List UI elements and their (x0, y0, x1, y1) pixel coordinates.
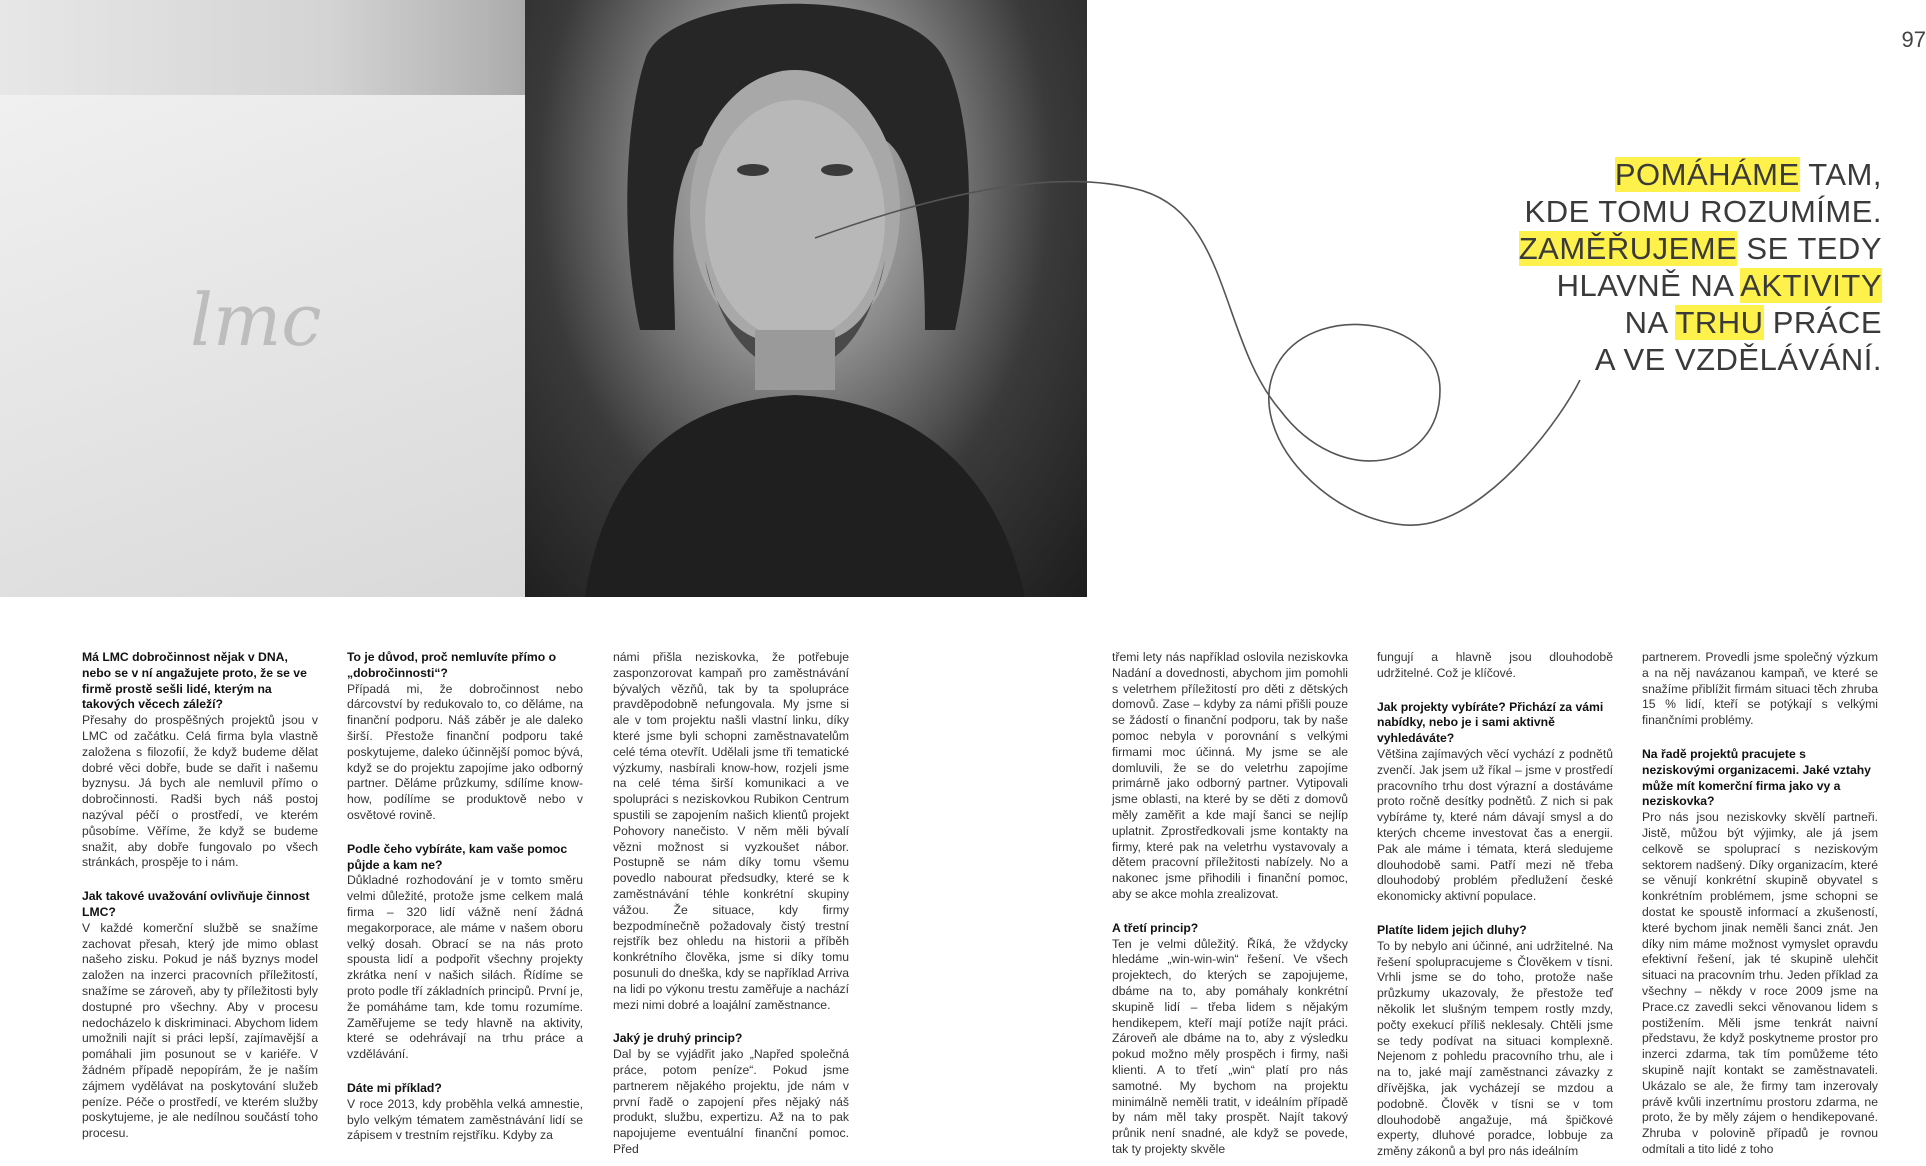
answer: Většina zajímavých věcí vychází z podnětů zvenčí. Jak jsem už říkal – jsme v prostředí pracovního trhu dost výrazní a dostáváme proto ročně desítky podnětů. Z nich si pak vybíráme ty, které nám dávají smysl a do kterých chceme investovat čas a energii. Pak ale máme i témata, která sledujeme dlouhodobě sami. Patří mezi ně třeba dlouhodobý problém předlužení české ekonomicky aktivní populace. (1377, 746, 1613, 904)
question: A třetí princip? (1112, 920, 1199, 935)
answer: Případá mi, že dobročinnost nebo dárcovství by redukovalo to, co děláme, na finanční podporu. Náš záběr je ale daleko širší. Přestože finanční podporu také poskytujeme, daleko účinnější pomoc bývá, když se do projektu zapojíme jako odborný partner. Děláme průzkumy, sdílíme know-how, podílíme se produktově nebo v osvětové rovině. (347, 681, 583, 822)
quote-text-4: HLAVNĚ NA (1556, 268, 1741, 303)
quote-highlight-5: TRHU (1675, 305, 1764, 340)
quote-line-3 (1362, 230, 1882, 267)
quote-line-1 (1362, 156, 1882, 193)
question: Jak projekty vybíráte? Přichází za vámi nabídky, nebo je i sami aktivně vyhledáváte? (1377, 699, 1604, 746)
question: Platíte lidem jejich dluhy? (1377, 922, 1527, 937)
answer: Přesahy do prospěšných projektů jsou v LMC od začátku. Celá firma byla vlastně založena s filozofií, že když budeme dělat dobré věci dobře, bude se dařit i našemu byznysu. Já bych ale nemluvil přímo o dobročinnosti. Radši bych náš postoj nazýval péčí o prostředí, ve kterém působíme. Věříme, že když se budeme snažit, aby dobře fungovalo po všech stránkách, prospěje to i nám. (82, 713, 318, 870)
quote-line-2: KDE TOMU ROZUMÍME. (1524, 194, 1882, 229)
question: Podle čeho vybíráte, kam vaše pomoc půjde a kam ne? (347, 841, 568, 872)
whiteboard (0, 95, 525, 597)
whiteboard-scribble (0, 95, 525, 597)
question: Má LMC dobročinnost nějak v DNA, nebo se v ní angažujete proto, že se ve firmě prostě sešli lidé, kterým na takových věcech záleží? (82, 650, 307, 712)
answer: Pro nás jsou neziskovky skvělí partneři. Jistě, můžou být výjimky, ale já jsem celkově se spoluprací s neziskovým sektorem nadšený. Díky organizacím, které se věnují konkrétní skupině obyvatel s konkrétním problémem, jsme schopni se dostat ke spoustě informací a zkušeností, které bychom jinak neměli šanci znát. Jen díky nim máme možnost vymyslet opravdu efektivní řešení, jak té skupině ulehčit situaci na pracovním trhu. Jeden příklad za všechny – někdy v roce 2009 jsme na Prace.cz zavedli sekci věnovanou lidem s postižením. Měli jsme tenkrát naivní představu, že když poskytneme prostor pro inzerci zdarma, tak tím pomůžeme této skupině najít kontakt se zaměstnavateli. Ukázalo se ale, že firmy tam inzerovaly právě kvůli inzertnímu prostoru zdarma, ne proto, že by měly zájem o hendikepované. Zhruba v polovině případů je rovnou odmítali a tito lidé z toho (1642, 810, 1878, 1156)
text-column-4 (1112, 650, 1348, 1158)
answer: To by nebylo ani účinné, ani udržitelné. Na řešení spolupracujeme s Člověkem v tísni. Vrhli jsme se do toho, protože naše průzkumy ukazovaly, že přestože teď několik let slušným tempem rostly mzdy, počty exekucí příliš neklesaly. Chtěli jsme se tedy podívat na situaci komplexně. Nejenom z pohledu pracovního trhu, ale i na to, jaké mají zaměstnanci závazky z dřívějška, jak vycházejí se mzdou a podobně. Člověk v tísni se v tom dlouhodobě angažuje, má špičkové experty, dluhové poradce, lobbuje za změny zákonů a byl pro nás ideálním (1377, 938, 1613, 1159)
text-column-6 (1642, 650, 1878, 1158)
board-logo-text: lmc (190, 278, 322, 362)
pull-quote (1362, 156, 1882, 378)
question: Jak takové uvažování ovlivňuje činnost LMC? (82, 889, 310, 919)
answer: Dal by se vyjádřit jako „Napřed společná práce, potom peníze“. Pokud jsme partnerem nějakého projektu, jde nám v první řadě o zapojení přes nějaký náš produkt, službu, expertizu. Až na to pak napojujeme eventuální finanční pomoc. Před (613, 1047, 849, 1156)
quote-highlight-3: ZAMĚŘUJEME (1518, 231, 1738, 266)
quote-text-5b: PRÁCE (1763, 305, 1882, 340)
question: To je důvod, proč nemluvíte přímo o „dobročinnosti“? (347, 650, 557, 680)
quote-text-5a: NA (1624, 305, 1676, 340)
answer: partnerem. Provedli jsme společný výzkum a na něj navázanou kampaň, ve které se snažíme přiblížit firmám situaci těch zhruba 15 % lidí, kteří se potýkají s velkými finančními problémy. (1642, 650, 1878, 728)
answer: Důkladné rozhodování je v tomto směru velmi důležité, protože jsme celkem malá firma – 320 lidí vážně není žádná megakorporace, ale máme v našem oboru velký dosah. Obrací se na nás proto spousta lidí a podpořit všechny projekty zkrátka není v našich silách. Řídíme se proto podle tří základních principů. První je, že pomáháme tam, kde tomu rozumíme. Zaměřujeme se tedy hlavně na aktivity, které se odehrávají na trhu práce a vzdělávání. (347, 873, 583, 1062)
text-column-1 (82, 650, 318, 1142)
quote-line-4 (1362, 267, 1882, 304)
text-column-2 (347, 650, 583, 1144)
quote-highlight-4: AKTIVITY (1740, 268, 1882, 303)
text-column-3 (613, 650, 849, 1158)
answer: Ten je velmi důležitý. Říká, že vždycky hledáme „win-win-win“ řešení. Ve všech projektech, do kterých se zapojujeme, dbáme na to, aby pomáhaly konkrétní skupině lidí – třeba lidem s nějakým hendikepem, kteří mají potíže najít práci. Zároveň ale dbáme na to, aby z výsledku pokud možno měly prospěch i firmy, naši klienti. A to třetí „win“ platí pro nás samotné. My bychom na projektu minimálně neměli tratit, v ideálním případě by nám měl taky prospět. Najít takový průnik není snadné, ale když se povede, tak ty projekty skvěle (1112, 936, 1348, 1156)
question: Jaký je druhý princip? (613, 1031, 743, 1046)
text-column-5 (1377, 650, 1613, 1160)
answer: námi přišla neziskovka, že potřebuje zasponzorovat kampaň pro zaměstnávání bývalých vězňů, tak by ta spolupráce pravděpodobně nefungovala. My jsme si ale v tom projektu našli vlastní linku, díky které jsme byli schopni zaměstnavatelům celé téma otevřít. Udělali jsme tři tematické výzkumy, nasbírali know-how, rozjeli jsme na celé téma širší komunikaci a ve spolupráci s neziskovkou Rubikon Centrum spustili se zapojením našich klientů projekt Pohovory nanečisto. V něm měli bývalí vězni možnost si vyzkoušet nábor. Postupně se nám díky tomu všemu povedlo nabourat předsudky, které se k zaměstnávání téhle konkrétní skupiny vážou. Že situace, kdy firmy bezpodmínečně požadovaly čistý trestní rejstřík bez ohledu na historii a příběh konkrétního člověka, jsme si díky tomu posunuli do dneška, kdy se například Arriva na lidi po výkonu trestu zaměřuje a nachází mezi nimi dobré a loajální zaměstnance. (613, 650, 849, 1012)
page-number-right: 97 (1901, 27, 1926, 52)
answer: V každé komerční službě se snažíme zachovat přesah, který jde mimo oblast našeho zisku. Pokud je náš byznys model založen na inzerci pracovních příležitostí, snažíme se zároveň, aby ty příležitosti byly dostupné pro všechny. Aby v procesu nedocházelo k diskriminaci. Abychom lidem umožnili najít si práci lepší, zajímavější a pomáhali jim posunout se v kariéře. V žádném případě nepopírám, že je naším zájmem vydělávat na poskytování služeb peníze. Péče o prostředí, ve kterém služby poskytujeme, je ale nedílnou součástí toho procesu. (82, 920, 318, 1141)
answer: třemi lety nás například oslovila neziskovka Nadání a dovednosti, abychom jim pomohli s veletrhem příležitostí pro děti z dětských domovů. Zase – kdyby za námi přišli pouze se žádostí o finanční podporu, tak by naše pomoc nebyla v porovnání s velkými firmami moc účinná. My jsme se ale domluvili, že se do veletrhu zapojíme primárně jako odborný partner. Vytipovali jsme oblasti, na které by se děti z domovů měly zaměřit a kde mají šanci se nejlíp uplatnit. Zprostředkovali jsme kontakty na firmy, které pak na veletrhu vystavovaly a dětem pracovní příležitosti nabízely. No a nakonec jsme přihodili i finanční pomoc, aby se akce mohla zrealizovat. (1112, 650, 1348, 901)
quote-text-3: SE TEDY (1737, 231, 1882, 266)
answer: fungují a hlavně jsou dlouhodobě udržitelné. Což je klíčové. (1377, 650, 1613, 680)
question: Na řadě projektů pracujete s neziskovými organizacemi. Jaké vztahy může mít komerční firma jako vy a neziskovka? (1642, 746, 1871, 809)
quote-text-1: TAM, (1799, 157, 1882, 192)
answer: V roce 2013, kdy proběhla velká amnestie, bylo velkým tématem zaměstnávání lidí se zápisem v trestním rejstříku. Kdyby za (347, 1096, 583, 1143)
quote-line-6: A VE VZDĚLÁVÁNÍ. (1594, 342, 1882, 377)
quote-line-5 (1362, 304, 1882, 341)
quote-highlight-1: POMÁHÁME (1614, 157, 1800, 192)
question: Dáte mi příklad? (347, 1080, 442, 1095)
